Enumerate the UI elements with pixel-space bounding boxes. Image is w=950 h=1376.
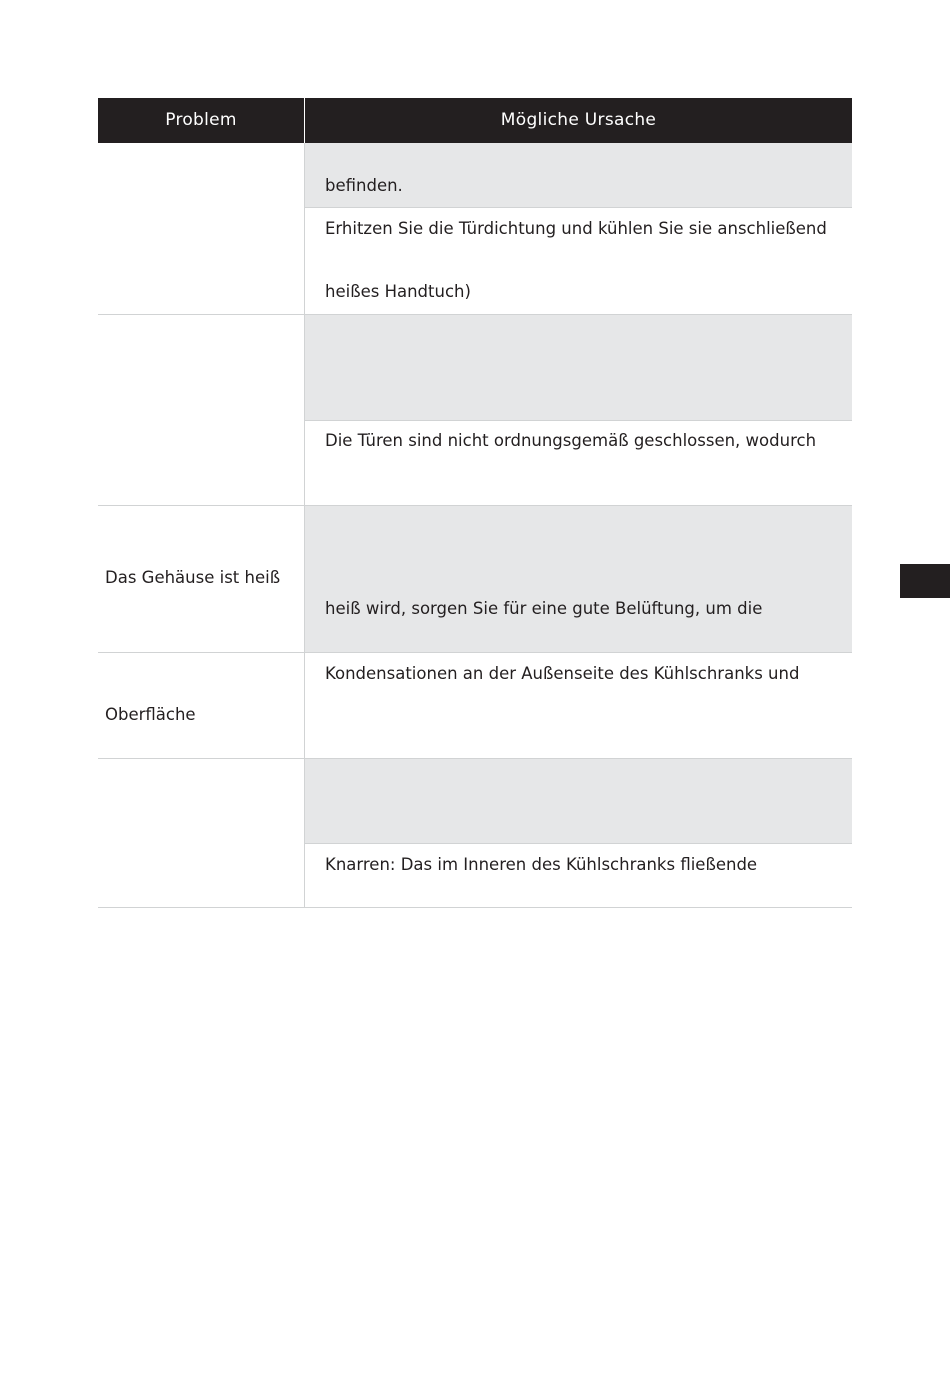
problem-text: Oberfläche xyxy=(105,705,196,724)
problem-text: Das Gehäuse ist heiß xyxy=(105,568,281,587)
cause-divider xyxy=(305,207,852,208)
row-divider xyxy=(98,758,852,759)
row-divider xyxy=(98,505,852,506)
cause-divider xyxy=(305,843,852,844)
table-header xyxy=(98,98,852,143)
cause-cell-shaded xyxy=(305,758,852,843)
cause-cell-shaded xyxy=(305,505,852,652)
row-divider xyxy=(98,652,852,653)
cause-text: Erhitzen Sie die Türdichtung und kühlen Sie sie anschließend xyxy=(325,219,827,238)
cause-text: Knarren: Das im Inneren des Kühlschranks fließende xyxy=(325,855,758,874)
header-problem: Problem xyxy=(98,98,305,143)
header-cause: Mögliche Ursache xyxy=(500,110,657,130)
cause-text: heißes Handtuch) xyxy=(325,282,471,301)
cause-divider xyxy=(305,420,852,421)
cause-cell-shaded xyxy=(305,143,852,207)
cause-text: Die Türen sind nicht ordnungsgemäß geschlossen, wodurch xyxy=(325,431,817,450)
cause-text: befinden. xyxy=(325,176,403,195)
cause-cell-shaded xyxy=(305,314,852,420)
cause-text: Kondensationen an der Außenseite des Kühlschranks und xyxy=(325,664,800,683)
row-divider xyxy=(98,314,852,315)
row-divider xyxy=(98,907,852,908)
page-side-tab xyxy=(900,564,950,598)
cause-text: heiß wird, sorgen Sie für eine gute Belüftung, um die xyxy=(325,599,763,618)
column-divider xyxy=(304,143,305,908)
